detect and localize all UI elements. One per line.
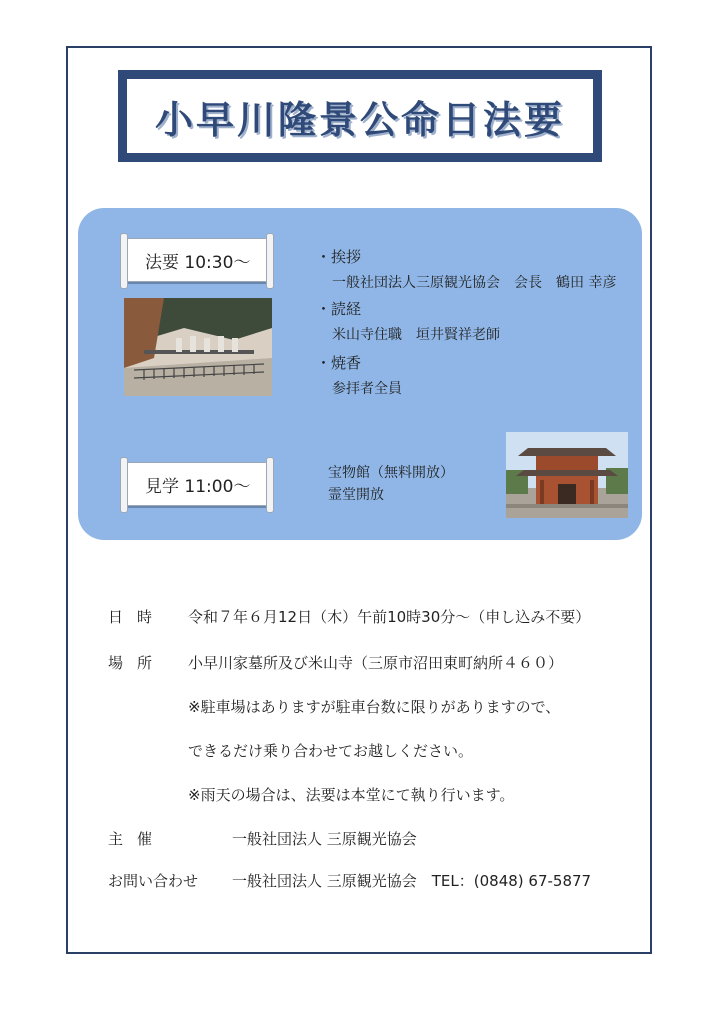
kengaku-label: 見学 11:00～ <box>145 476 251 497</box>
program-sutra-detail: 米山寺住職 垣井賢祥老師 <box>332 327 500 343</box>
host-value: 一般社団法人 三原観光協会 <box>232 830 417 848</box>
place-label: 場所 <box>108 654 167 672</box>
program-greeting-head: ・挨拶 <box>316 248 362 266</box>
graves-photo <box>124 298 272 396</box>
date-label: 日時 <box>108 608 167 626</box>
program-item-greeting <box>316 246 361 267</box>
houyou-scroll-label <box>124 238 270 282</box>
carpool-note: できるだけ乗り合わせてお越しください。 <box>188 742 474 760</box>
houyou-label: 法要 10:30～ <box>145 252 251 273</box>
program-item-incense <box>316 352 361 373</box>
program-incense-head: ・焼香 <box>316 354 362 372</box>
kengaku-scroll-label <box>124 462 270 506</box>
parking-note: ※駐車場はありますが駐車台数に限りがありますので、 <box>188 698 561 716</box>
host-label: 主催 <box>108 830 167 848</box>
page-title: 小早川隆景公命日法要 <box>154 97 565 142</box>
program-item-sutra <box>316 298 361 319</box>
contact-value: 一般社団法人 三原観光協会 TEL：(0848) 67-5877 <box>232 872 592 890</box>
rain-note: ※雨天の場合は、法要は本堂にて執り行います。 <box>188 786 515 804</box>
place-value: 小早川家墓所及び米山寺（三原市沼田東町納所４６０） <box>188 654 564 672</box>
date-value: 令和７年６月12日（木）午前10時30分～（申し込み不要） <box>188 608 591 626</box>
visit-treasure-hall: 宝物館（無料開放） <box>328 465 454 481</box>
contact-label: お問い合わせ <box>108 872 199 890</box>
program-greeting-detail: 一般社団法人三原観光協会 会長 鶴田 幸彦 <box>332 275 617 291</box>
title-inner-frame <box>124 76 596 156</box>
temple-gate-photo <box>506 432 628 518</box>
program-sutra-head: ・読経 <box>316 300 362 318</box>
title-banner <box>118 70 602 162</box>
program-incense-detail: 参拝者全員 <box>332 381 402 397</box>
visit-mausoleum: 霊堂開放 <box>328 487 384 503</box>
